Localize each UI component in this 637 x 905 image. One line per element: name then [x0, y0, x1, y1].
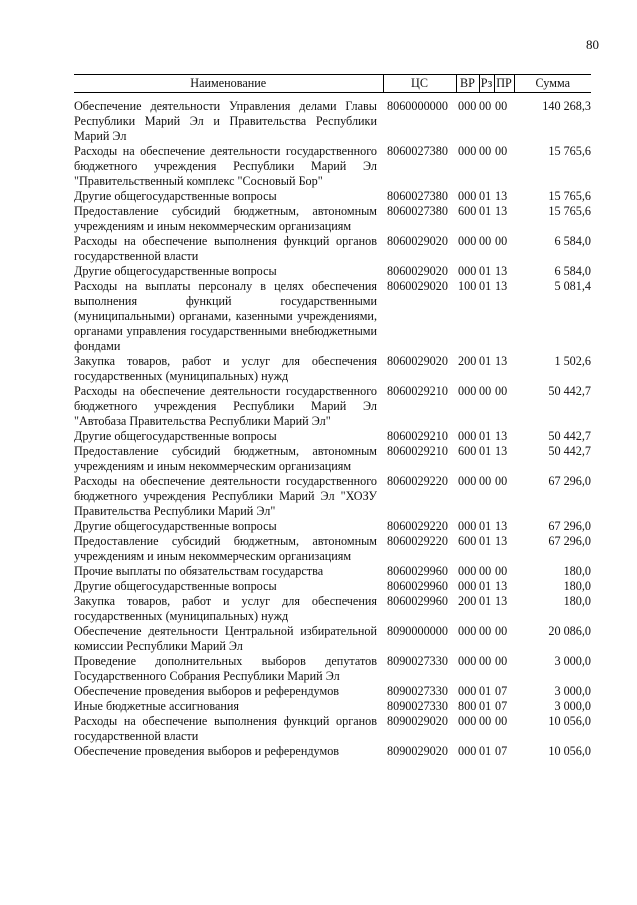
row-rz: 01: [479, 594, 492, 608]
row-code: 8060029020: [387, 279, 448, 293]
row-name: Предоставление субсидий бюджетным, автономным учреждениям и иным некоммерческим организациям: [74, 204, 377, 233]
table-row: [74, 594, 591, 624]
row-name: Расходы на выплаты персоналу в целях обеспечения выполнения функций государственными (муниципальными) органами, казенными учреждениями, органами управления государственными внебюджетными фондами: [74, 279, 377, 353]
row-pr: 00: [495, 564, 508, 578]
table-row: [74, 564, 591, 579]
row-rz: 00: [479, 234, 492, 248]
row-pr: 00: [495, 144, 508, 158]
row-vr: 000: [458, 474, 477, 488]
row-vr: 000: [458, 99, 477, 113]
row-pr: 00: [495, 99, 508, 113]
row-rz: 00: [479, 624, 492, 638]
table-row: [74, 264, 591, 279]
row-rz: 00: [479, 564, 492, 578]
row-pr: 00: [495, 234, 508, 248]
row-rz: 00: [479, 144, 492, 158]
row-sum: 6 584,0: [554, 264, 591, 278]
row-rz: 00: [479, 474, 492, 488]
row-sum: 5 081,4: [554, 279, 591, 293]
row-vr: 100: [458, 279, 477, 293]
row-code: 8090027330: [387, 684, 448, 698]
row-vr: 600: [458, 444, 477, 458]
table-row: [74, 384, 591, 429]
row-code: 8090027330: [387, 654, 448, 668]
header-pr: ПР: [494, 75, 514, 93]
row-code: 8060027380: [387, 189, 448, 203]
row-rz: 01: [479, 444, 492, 458]
table-row: [74, 474, 591, 519]
row-rz: 01: [479, 579, 492, 593]
row-name: Расходы на обеспечение выполнения функций органов государственной власти: [74, 714, 377, 743]
row-pr: 00: [495, 654, 508, 668]
row-vr: 000: [458, 234, 477, 248]
row-sum: 3 000,0: [554, 699, 591, 713]
row-pr: 00: [495, 624, 508, 638]
row-sum: 15 765,6: [548, 204, 591, 218]
row-code: 8060029210: [387, 444, 448, 458]
row-sum: 180,0: [563, 579, 591, 593]
row-code: 8090027330: [387, 699, 448, 713]
table-row: [74, 519, 591, 534]
row-sum: 67 296,0: [548, 474, 591, 488]
row-vr: 000: [458, 579, 477, 593]
header-vr: ВР: [456, 75, 479, 93]
row-name: Другие общегосударственные вопросы: [74, 519, 277, 533]
table-row: [74, 534, 591, 564]
row-rz: 00: [479, 384, 492, 398]
row-pr: 07: [495, 744, 508, 758]
row-code: 8060029210: [387, 429, 448, 443]
row-name: Закупка товаров, работ и услуг для обеспечения государственных (муниципальных) нужд: [74, 354, 377, 383]
row-pr: 13: [495, 519, 508, 533]
table-body: [74, 99, 591, 759]
row-name: Расходы на обеспечение выполнения функций органов государственной власти: [74, 234, 377, 263]
row-sum: 20 086,0: [548, 624, 591, 638]
row-name: Расходы на обеспечение деятельности государственного бюджетного учреждения Республики Марий Эл "Автобаза Правительства Республики Марий Эл": [74, 384, 377, 428]
row-name: Предоставление субсидий бюджетным, автономным учреждениям и иным некоммерческим организациям: [74, 444, 377, 473]
row-code: 8090000000: [387, 624, 448, 638]
table-row: [74, 354, 591, 384]
row-name: Проведение дополнительных выборов депутатов Государственного Собрания Республики Марий Эл: [74, 654, 377, 683]
row-rz: 01: [479, 354, 492, 368]
table-row: [74, 99, 591, 144]
row-sum: 67 296,0: [548, 534, 591, 548]
row-vr: 800: [458, 699, 477, 713]
row-name: Расходы на обеспечение деятельности государственного бюджетного учреждения Республики Марий Эл "ХОЗУ Правительства Республики Марий Эл": [74, 474, 377, 518]
row-code: 8060029020: [387, 264, 448, 278]
table-header-row: [74, 75, 591, 93]
row-rz: 01: [479, 534, 492, 548]
row-name: Обеспечение деятельности Центральной избирательной комиссии Республики Марий Эл: [74, 624, 377, 653]
row-code: 8060029020: [387, 354, 448, 368]
row-code: 8060027380: [387, 144, 448, 158]
row-pr: 13: [495, 579, 508, 593]
row-rz: 01: [479, 189, 492, 203]
row-pr: 13: [495, 354, 508, 368]
row-name: Предоставление субсидий бюджетным, автономным учреждениям и иным некоммерческим организациям: [74, 534, 377, 563]
row-pr: 13: [495, 264, 508, 278]
row-sum: 180,0: [563, 594, 591, 608]
row-sum: 6 584,0: [554, 234, 591, 248]
row-sum: 1 502,6: [554, 354, 591, 368]
row-name: Другие общегосударственные вопросы: [74, 429, 277, 443]
row-rz: 01: [479, 279, 492, 293]
row-code: 8060029220: [387, 474, 448, 488]
table-row: [74, 714, 591, 744]
table-row: [74, 429, 591, 444]
row-sum: 180,0: [563, 564, 591, 578]
row-pr: 13: [495, 204, 508, 218]
page-number: 80: [586, 37, 599, 52]
row-sum: 50 442,7: [548, 384, 591, 398]
header-name: Наименование: [74, 75, 383, 93]
table-row: [74, 444, 591, 474]
row-code: 8060029210: [387, 384, 448, 398]
row-vr: 000: [458, 564, 477, 578]
row-code: 8090029020: [387, 744, 448, 758]
row-code: 8090029020: [387, 714, 448, 728]
header-rz: Рз: [479, 75, 494, 93]
table-row: [74, 189, 591, 204]
row-code: 8060029220: [387, 519, 448, 533]
row-code: 8060029960: [387, 564, 448, 578]
table-row: [74, 144, 591, 189]
row-name: Другие общегосударственные вопросы: [74, 189, 277, 203]
table-row: [74, 744, 591, 759]
row-pr: 13: [495, 189, 508, 203]
row-rz: 01: [479, 204, 492, 218]
row-rz: 01: [479, 744, 492, 758]
row-pr: 00: [495, 714, 508, 728]
row-vr: 000: [458, 384, 477, 398]
row-vr: 600: [458, 204, 477, 218]
row-pr: 00: [495, 384, 508, 398]
row-pr: 13: [495, 429, 508, 443]
row-sum: 67 296,0: [548, 519, 591, 533]
row-rz: 00: [479, 654, 492, 668]
header-code: ЦС: [383, 75, 456, 93]
row-vr: 200: [458, 594, 477, 608]
row-pr: 13: [495, 444, 508, 458]
row-vr: 000: [458, 654, 477, 668]
row-code: 8060029220: [387, 534, 448, 548]
row-pr: 07: [495, 699, 508, 713]
row-sum: 3 000,0: [554, 654, 591, 668]
row-sum: 15 765,6: [548, 189, 591, 203]
row-code: 8060029020: [387, 234, 448, 248]
row-vr: 000: [458, 429, 477, 443]
row-sum: 10 056,0: [548, 744, 591, 758]
row-vr: 600: [458, 534, 477, 548]
row-pr: 00: [495, 474, 508, 488]
budget-table: [74, 74, 591, 759]
row-vr: 200: [458, 354, 477, 368]
row-vr: 000: [458, 714, 477, 728]
row-sum: 50 442,7: [548, 444, 591, 458]
row-pr: 07: [495, 684, 508, 698]
row-vr: 000: [458, 144, 477, 158]
row-vr: 000: [458, 519, 477, 533]
table-row: [74, 699, 591, 714]
row-vr: 000: [458, 744, 477, 758]
table-row: [74, 684, 591, 699]
row-name: Другие общегосударственные вопросы: [74, 264, 277, 278]
row-pr: 13: [495, 534, 508, 548]
table-row: [74, 279, 591, 354]
row-pr: 13: [495, 279, 508, 293]
row-rz: 01: [479, 264, 492, 278]
row-name: Расходы на обеспечение деятельности государственного бюджетного учреждения Республики Марий Эл "Правительственный комплекс "Сосновый Бор": [74, 144, 377, 188]
row-name: Иные бюджетные ассигнования: [74, 699, 240, 713]
row-name: Обеспечение деятельности Управления делами Главы Республики Марий Эл и Правительства Республики Марий Эл: [74, 99, 377, 143]
row-sum: 50 442,7: [548, 429, 591, 443]
table-row: [74, 624, 591, 654]
row-rz: 00: [479, 99, 492, 113]
row-name: Другие общегосударственные вопросы: [74, 579, 277, 593]
row-name: Прочие выплаты по обязательствам государства: [74, 564, 324, 578]
row-code: 8060029960: [387, 579, 448, 593]
row-name: Закупка товаров, работ и услуг для обеспечения государственных (муниципальных) нужд: [74, 594, 377, 623]
table-row: [74, 234, 591, 264]
row-vr: 000: [458, 684, 477, 698]
row-vr: 000: [458, 264, 477, 278]
row-sum: 140 268,3: [542, 99, 591, 113]
row-vr: 000: [458, 189, 477, 203]
row-name: Обеспечение проведения выборов и референдумов: [74, 744, 340, 758]
row-vr: 000: [458, 624, 477, 638]
table-row: [74, 654, 591, 684]
table-row: [74, 579, 591, 594]
table-row: [74, 204, 591, 234]
row-sum: 15 765,6: [548, 144, 591, 158]
row-rz: 01: [479, 519, 492, 533]
row-rz: 00: [479, 714, 492, 728]
row-code: 8060027380: [387, 204, 448, 218]
row-sum: 10 056,0: [548, 714, 591, 728]
row-name: Обеспечение проведения выборов и референдумов: [74, 684, 340, 698]
row-rz: 01: [479, 699, 492, 713]
row-pr: 13: [495, 594, 508, 608]
header-sum: Сумма: [514, 75, 591, 93]
row-code: 8060000000: [387, 99, 448, 113]
row-code: 8060029960: [387, 594, 448, 608]
row-rz: 01: [479, 684, 492, 698]
row-rz: 01: [479, 429, 492, 443]
row-sum: 3 000,0: [554, 684, 591, 698]
